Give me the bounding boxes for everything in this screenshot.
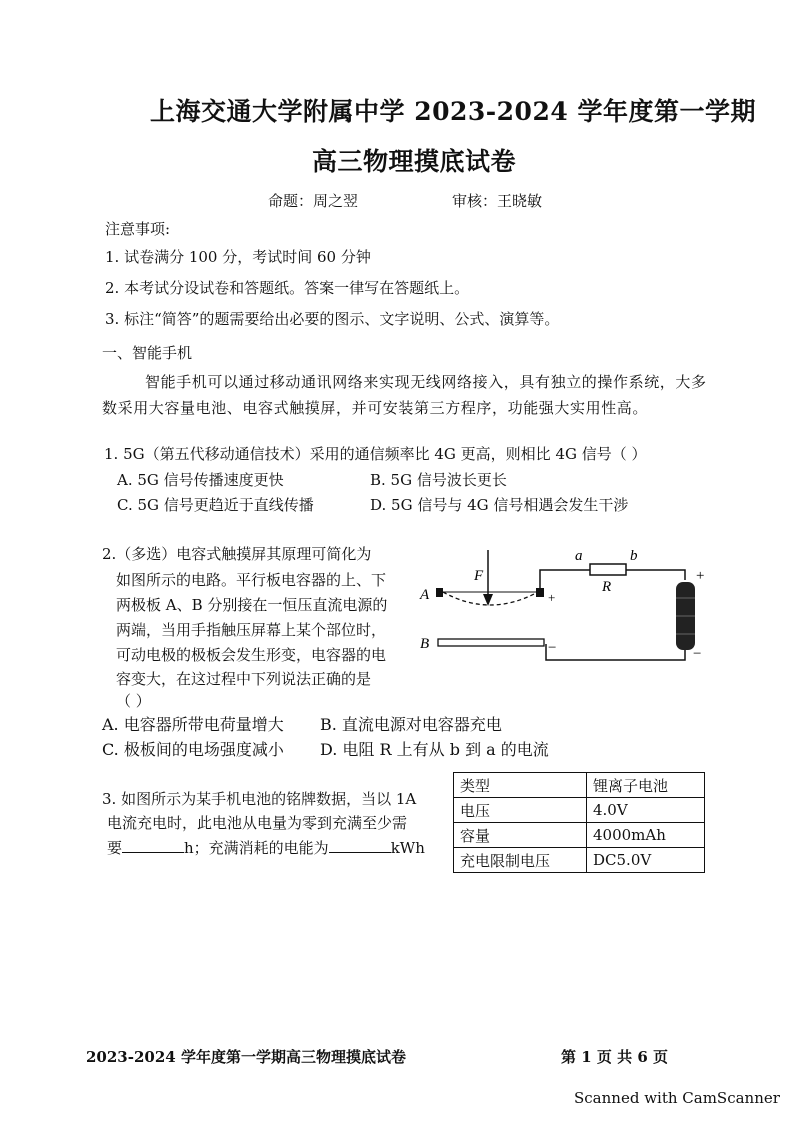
q2-option-a: A. 电容器所带电荷量增大 [102,715,284,734]
q2-option-b: B. 直流电源对电容器充电 [320,715,502,734]
reviewer: 审核：王晓敏 [452,192,543,210]
q2-line-3: 两极板 A、B 分别接在一恒压直流电源的 [116,596,388,614]
q2-line-4: 两端，当用手指触压屏幕上某个部位时， [116,621,387,639]
q3-line-1: 3. 如图所示为某手机电池的铭牌数据，当以 1A [102,790,417,808]
q3-line-3-prefix: 要 [107,839,123,857]
table-row [454,798,705,823]
label-b: b [630,548,638,564]
q3-line-2: 电流充电时，此电池从电量为零到充满至少需 [107,814,408,832]
scanner-watermark: Scanned with CamScanner [574,1089,780,1107]
q2-line-5: 可动电极的极板会发生形变，电容器的电 [116,646,387,664]
q2-option-d: D. 电阻 R 上有从 b 到 a 的电流 [320,740,549,759]
plate-a-right-terminal [536,588,544,597]
q2-option-c: C. 极板间的电场强度减小 [102,740,284,759]
table-row [454,773,705,798]
author: 命题：周之翌 [268,192,359,210]
table-row [454,823,705,848]
wire-bottom [546,644,685,660]
label-A: A [420,587,430,603]
q3-blank-hours [122,838,184,853]
table-cell: 容量 [454,823,587,848]
title-line-1: 上海交通大学附属中学 2023-2024 学年度第一学期 [150,97,756,126]
footer-page-number: 第 1 页 共 6 页 [561,1048,668,1066]
q1-option-c: C. 5G 信号更趋近于直线传播 [117,496,314,514]
label-plate-plus: + [548,590,556,605]
note-item-2: 2. 本考试分设试卷和答题纸。答案一律写在答题纸上。 [105,279,470,297]
table-cell: 电压 [454,798,587,823]
plate-b [438,639,544,646]
q2-line-1: 2.（多选）电容式触摸屏其原理可简化为 [102,545,372,563]
wire-top-left [540,570,590,588]
battery-spec-table [453,772,705,873]
section-intro-line-2: 数采用大容量电池、电容式触摸屏，并可安装第三方程序，功能强大实用性高。 [102,399,649,417]
table-row [454,848,705,873]
label-B: B [420,636,430,652]
table-cell: 类型 [454,773,587,798]
table-cell: 4.0V [587,798,705,823]
title-line-2: 高三物理摸底试卷 [312,147,517,176]
q3-line-3-mid: h；充满消耗的电能为 [184,839,329,857]
label-battery-minus: − [693,646,702,662]
table-cell: DC5.0V [587,848,705,873]
label-F: F [474,568,484,584]
q2-line-2: 如图所示的电路。平行板电容器的上、下 [116,571,387,589]
resistor-r [590,564,626,575]
note-item-1: 1. 试卷满分 100 分，考试时间 60 分钟 [105,248,371,266]
label-a: a [575,548,583,564]
capacitor-circuit-diagram [410,540,720,680]
table-cell: 锂离子电池 [587,773,705,798]
q3-blank-energy [329,838,391,853]
q2-line-7: （ ） [116,692,151,710]
q1-option-a: A. 5G 信号传播速度更快 [117,471,284,489]
table-cell: 充电限制电压 [454,848,587,873]
q2-line-6: 容变大，在这过程中下列说法正确的是 [116,670,372,688]
q3-line-3-suffix: kWh [390,839,425,857]
q1-stem: 1. 5G（第五代移动通信技术）采用的通信频率比 4G 更高，则相比 4G 信号（ ） [104,445,647,463]
q1-option-d: D. 5G 信号与 4G 信号相遇会发生干涉 [370,496,629,514]
label-battery-plus: + [696,568,705,584]
footer-left: 2023-2024 学年度第一学期高三物理摸底试卷 [86,1048,406,1066]
notes-heading: 注意事项: [105,220,171,238]
plate-a-left-terminal [436,588,443,597]
q1-option-b: B. 5G 信号波长更长 [370,471,507,489]
q3-line-3 [107,837,425,858]
label-plate-minus: − [548,640,557,656]
wire-top-right [626,570,685,580]
note-item-3: 3. 标注“简答”的题需要给出必要的图示、文字说明、公式、演算等。 [105,310,560,328]
section-heading: 一、智能手机 [102,344,193,362]
table-cell: 4000mAh [587,823,705,848]
section-intro-line-1: 智能手机可以通过移动通讯网络来实现无线网络接入，具有独立的操作系统，大多 [145,373,707,391]
label-R: R [602,579,612,595]
